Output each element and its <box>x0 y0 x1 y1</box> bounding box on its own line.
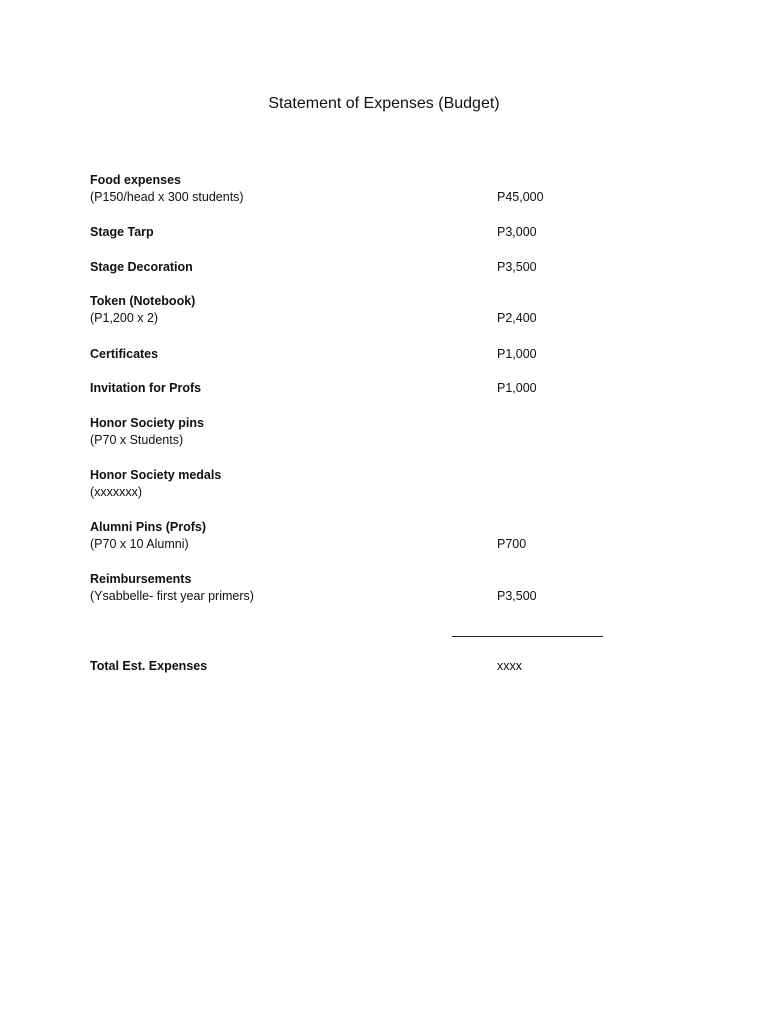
expense-label: Food expenses <box>90 173 181 187</box>
expense-label: Honor Society pins <box>90 416 204 430</box>
expense-amount: P1,000 <box>497 381 537 395</box>
expense-detail: (xxxxxxx) <box>90 485 143 499</box>
expense-label: Stage Decoration <box>90 260 193 274</box>
expense-amount: P3,500 <box>497 589 537 603</box>
expense-amount: P700 <box>497 537 527 551</box>
expense-detail: (P150/head x 300 students) <box>90 190 244 204</box>
expense-amount: P3,000 <box>497 225 537 239</box>
expense-amount: P3,500 <box>497 260 537 274</box>
expense-detail: (Ysabbelle- first year primers) <box>90 589 254 603</box>
total-amount: xxxx <box>497 659 522 673</box>
expense-item-reimbursements <box>90 571 560 605</box>
expense-item-certificates <box>90 346 560 363</box>
expense-item-stage-tarp <box>90 224 560 241</box>
expense-amount: P2,400 <box>497 311 537 325</box>
expense-item-token <box>90 293 560 327</box>
expense-detail: (P1,200 x 2) <box>90 311 159 325</box>
expense-item-honor-medals <box>90 467 560 501</box>
expense-label: Reimbursements <box>90 572 192 586</box>
expense-amount: P45,000 <box>497 190 544 204</box>
total-underline <box>452 636 603 637</box>
page-title: Statement of Expenses (Budget) <box>268 95 500 112</box>
expense-label: Certificates <box>90 347 159 361</box>
expense-item-alumni-pins <box>90 519 560 553</box>
expense-item-invitation <box>90 380 560 397</box>
expense-detail: (P70 x Students) <box>90 433 184 447</box>
expense-label: Stage Tarp <box>90 225 154 239</box>
total-label: Total Est. Expenses <box>90 659 208 673</box>
total-row <box>90 658 560 675</box>
expense-item-stage-decoration <box>90 259 560 276</box>
expense-label: Honor Society medals <box>90 468 222 482</box>
expense-detail: (P70 x 10 Alumni) <box>90 537 189 551</box>
expense-label: Token (Notebook) <box>90 294 196 308</box>
expense-item-honor-pins <box>90 415 560 449</box>
expense-amount: P1,000 <box>497 347 537 361</box>
expense-item-food <box>90 172 560 206</box>
expense-label: Invitation for Profs <box>90 381 202 395</box>
expense-label: Alumni Pins (Profs) <box>90 520 206 534</box>
